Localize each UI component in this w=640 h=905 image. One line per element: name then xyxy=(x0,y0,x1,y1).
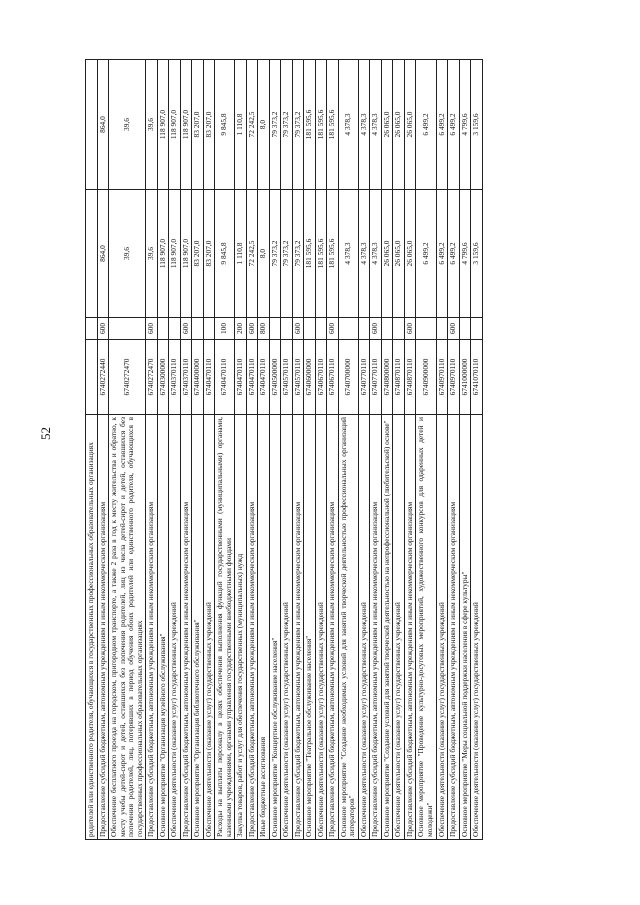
target-article-code: 6740400000 xyxy=(192,340,204,415)
row-name: Обеспечение деятельности (оказание услуг) государственных учреждений xyxy=(281,415,293,840)
expense-type-code xyxy=(338,318,358,340)
expense-type-code xyxy=(471,318,483,340)
amount-year-2: 26 065,0 xyxy=(404,60,416,190)
amount-year-2: 39,6 xyxy=(146,60,158,190)
amount-year-1: 6 499,2 xyxy=(448,190,460,318)
amount-year-1 xyxy=(86,190,98,318)
amount-year-2: 181 595,6 xyxy=(304,60,316,190)
target-article-code: 6740770110 xyxy=(358,340,370,415)
amount-year-2: 4 799,6 xyxy=(459,60,471,190)
amount-year-1: 118 907,0 xyxy=(180,190,192,318)
amount-year-2: 79 373,2 xyxy=(281,60,293,190)
amount-year-1: 83 207,0 xyxy=(192,190,204,318)
row-name: Обеспечение деятельности (оказание услуг) государственных учреждений xyxy=(471,415,483,840)
expense-type-code xyxy=(436,318,448,340)
table-row xyxy=(215,60,235,840)
row-name: Основное мероприятие "Проведение культурно-досуговых мероприятий, художественного конкурсов для одаренных детей и молодежи" xyxy=(416,415,436,840)
expense-type-code: 800 xyxy=(258,318,270,340)
expense-type-code xyxy=(358,318,370,340)
amount-year-2: 8,0 xyxy=(258,60,270,190)
row-name: Основное мероприятие "Организация музейного обслуживания" xyxy=(157,415,169,840)
target-article-code: 6741070110 xyxy=(471,340,483,415)
amount-year-1: 39,6 xyxy=(146,190,158,318)
amount-year-1: 79 373,2 xyxy=(281,190,293,318)
row-name: Обеспечение деятельности (оказание услуг) государственных учреждений xyxy=(203,415,215,840)
row-name: Предоставление субсидий бюджетным, автономным учреждениям и иным некоммерческим организациям xyxy=(146,415,158,840)
target-article-code: 6741000000 xyxy=(459,340,471,415)
target-article-code: 6740500000 xyxy=(269,340,281,415)
table-row xyxy=(180,60,192,840)
row-name: Обеспечение бесплатного проезда на городском, пригородном транспорте, а также 2 раза в год к месту жительства и обратно, к месту учебы детей-сирот и детей, оставшихся без попечения родителей, лиц из числа детей-сирот и детей, оставшихся без попечения родителей, лиц, потерявших в период обучения обоих родителей или единственного родителя, обучающихся в государственных профессиональных образовательных организациях xyxy=(109,415,146,840)
row-name: Обеспечение деятельности (оказание услуг) государственных учреждений xyxy=(393,415,405,840)
expense-type-code: 600 xyxy=(146,318,158,340)
amount-year-2: 181 595,6 xyxy=(315,60,327,190)
row-name: Обеспечение деятельности (оказание услуг) государственных учреждений xyxy=(169,415,181,840)
row-name: Основное мероприятие "Концертное обслуживание населения" xyxy=(269,415,281,840)
row-name: Закупка товаров, работ и услуг для обеспечения государственных (муниципальных) нужд xyxy=(235,415,247,840)
target-article-code xyxy=(86,340,98,415)
expense-type-code xyxy=(315,318,327,340)
amount-year-2: 1 110,8 xyxy=(235,60,247,190)
amount-year-1: 26 065,0 xyxy=(393,190,405,318)
row-name: Предоставление субсидий бюджетным, автономным учреждениям и иным некоммерческим организациям xyxy=(246,415,258,840)
amount-year-2: 72 242,5 xyxy=(246,60,258,190)
table-row xyxy=(235,60,247,840)
amount-year-2: 6 499,2 xyxy=(448,60,460,190)
amount-year-1: 26 065,0 xyxy=(404,190,416,318)
target-article-code: 6740870110 xyxy=(393,340,405,415)
table-row xyxy=(327,60,339,840)
row-name: Предоставление субсидий бюджетным, автономным учреждениям и иным некоммерческим организациям xyxy=(448,415,460,840)
amount-year-1: 4 799,6 xyxy=(459,190,471,318)
row-name: Основное мероприятие "Организация библиотечного обслуживания" xyxy=(192,415,204,840)
target-article-code: 6740670110 xyxy=(327,340,339,415)
expense-type-code xyxy=(459,318,471,340)
target-article-code: 6740470110 xyxy=(203,340,215,415)
expense-type-code: 600 xyxy=(404,318,416,340)
target-article-code: 6740370110 xyxy=(180,340,192,415)
table-row xyxy=(358,60,370,840)
expense-type-code xyxy=(109,318,146,340)
expense-type-code xyxy=(381,318,393,340)
page-number: 52 xyxy=(38,427,53,440)
expense-type-code: 100 xyxy=(215,318,235,340)
amount-year-1: 83 207,0 xyxy=(203,190,215,318)
expense-type-code xyxy=(86,318,98,340)
budget-table-body xyxy=(86,60,483,840)
amount-year-1: 181 595,6 xyxy=(315,190,327,318)
amount-year-1: 6 499,2 xyxy=(416,190,436,318)
amount-year-1: 39,6 xyxy=(109,190,146,318)
expense-type-code xyxy=(203,318,215,340)
table-row xyxy=(338,60,358,840)
expense-type-code xyxy=(157,318,169,340)
target-article-code: 6740370110 xyxy=(169,340,181,415)
target-article-code: 6740272470 xyxy=(146,340,158,415)
row-name: Основное мероприятие "Создание необходимых условий для занятий творческой деятельностью профессиональных организаций литераторов" xyxy=(338,415,358,840)
amount-year-2: 79 373,2 xyxy=(292,60,304,190)
expense-type-code xyxy=(192,318,204,340)
amount-year-2: 118 907,0 xyxy=(169,60,181,190)
table-row xyxy=(292,60,304,840)
table-row xyxy=(269,60,281,840)
amount-year-1: 4 378,3 xyxy=(370,190,382,318)
target-article-code: 6740470110 xyxy=(235,340,247,415)
target-article-code: 6740470110 xyxy=(246,340,258,415)
table-row xyxy=(157,60,169,840)
target-article-code: 6740570110 xyxy=(292,340,304,415)
table-row xyxy=(448,60,460,840)
table-row xyxy=(304,60,316,840)
expense-type-code: 600 xyxy=(292,318,304,340)
table-row xyxy=(315,60,327,840)
table-row xyxy=(203,60,215,840)
amount-year-1: 4 378,3 xyxy=(358,190,370,318)
amount-year-2: 4 378,3 xyxy=(338,60,358,190)
expense-type-code: 600 xyxy=(246,318,258,340)
amount-year-2: 9 845,8 xyxy=(215,60,235,190)
table-row xyxy=(109,60,146,840)
table-row xyxy=(169,60,181,840)
amount-year-2: 118 907,0 xyxy=(157,60,169,190)
table-row xyxy=(471,60,483,840)
budget-table xyxy=(85,59,483,840)
expense-type-code xyxy=(393,318,405,340)
row-name: Предоставление субсидий бюджетным, автономным учреждениям и иным некоммерческим организациям xyxy=(97,415,109,840)
amount-year-2: 3 159,6 xyxy=(471,60,483,190)
target-article-code: 6740570110 xyxy=(281,340,293,415)
expense-type-code xyxy=(281,318,293,340)
expense-type-code: 600 xyxy=(327,318,339,340)
amount-year-2: 83 207,0 xyxy=(203,60,215,190)
expense-type-code: 200 xyxy=(235,318,247,340)
target-article-code: 6740970110 xyxy=(436,340,448,415)
table-row xyxy=(246,60,258,840)
amount-year-1: 181 595,6 xyxy=(327,190,339,318)
target-article-code: 6740470110 xyxy=(258,340,270,415)
target-article-code: 6740300000 xyxy=(157,340,169,415)
amount-year-2: 4 378,3 xyxy=(358,60,370,190)
table-row xyxy=(97,60,109,840)
amount-year-1: 8,0 xyxy=(258,190,270,318)
row-name: Предоставление субсидий бюджетным, автономным учреждениям и иным некоммерческим организациям xyxy=(404,415,416,840)
expense-type-code: 600 xyxy=(370,318,382,340)
table-row xyxy=(370,60,382,840)
target-article-code: 6740600000 xyxy=(304,340,316,415)
target-article-code: 6740770110 xyxy=(370,340,382,415)
row-name: Расходы на выплаты персоналу в целях обеспечения выполнения функций государственными (муниципальными) органами, казенными учреждениями, органами управления государственными внебюджетными фондами xyxy=(215,415,235,840)
table-row xyxy=(258,60,270,840)
row-name: Предоставление субсидий бюджетным, автономным учреждениям и иным некоммерческим организациям xyxy=(292,415,304,840)
amount-year-2: 864,0 xyxy=(97,60,109,190)
row-name: Основное мероприятие "Театральное обслуживание населения" xyxy=(304,415,316,840)
row-name: Обеспечение деятельности (оказание услуг) государственных учреждений xyxy=(358,415,370,840)
table-row xyxy=(416,60,436,840)
target-article-code: 6740470110 xyxy=(215,340,235,415)
amount-year-2: 118 907,0 xyxy=(180,60,192,190)
row-name: Обеспечение деятельности (оказание услуг) государственных учреждений xyxy=(436,415,448,840)
budget-table-container xyxy=(85,60,585,840)
amount-year-1: 79 373,2 xyxy=(292,190,304,318)
target-article-code: 6740800000 xyxy=(381,340,393,415)
target-article-code: 6740272470 xyxy=(109,340,146,415)
target-article-code: 6740970110 xyxy=(448,340,460,415)
amount-year-2: 181 595,6 xyxy=(327,60,339,190)
amount-year-2: 39,6 xyxy=(109,60,146,190)
row-name: Обеспечение деятельности (оказание услуг) государственных учреждений xyxy=(315,415,327,840)
target-article-code: 6740700000 xyxy=(338,340,358,415)
amount-year-2: 26 065,0 xyxy=(393,60,405,190)
amount-year-1: 4 378,3 xyxy=(338,190,358,318)
expense-type-code xyxy=(304,318,316,340)
expense-type-code: 600 xyxy=(180,318,192,340)
table-row xyxy=(86,60,98,840)
row-name: Предоставление субсидий бюджетным, автономным учреждениям и иным некоммерческим организациям xyxy=(180,415,192,840)
row-name: Предоставление субсидий бюджетным, автономным учреждениям и иным некоммерческим организациям xyxy=(327,415,339,840)
expense-type-code: 600 xyxy=(448,318,460,340)
amount-year-2: 6 499,2 xyxy=(416,60,436,190)
amount-year-1: 118 907,0 xyxy=(157,190,169,318)
amount-year-1: 181 595,6 xyxy=(304,190,316,318)
table-row xyxy=(436,60,448,840)
target-article-code: 6740900000 xyxy=(416,340,436,415)
amount-year-2: 4 378,3 xyxy=(370,60,382,190)
table-row xyxy=(146,60,158,840)
amount-year-1: 79 373,2 xyxy=(269,190,281,318)
row-name: родителей или единственного родителя, обучающихся в государственных профессиональных образовательных организациях xyxy=(86,415,98,840)
expense-type-code xyxy=(416,318,436,340)
expense-type-code: 600 xyxy=(97,318,109,340)
target-article-code: 6740670110 xyxy=(315,340,327,415)
table-row xyxy=(404,60,416,840)
amount-year-1: 864,0 xyxy=(97,190,109,318)
amount-year-1: 1 110,8 xyxy=(235,190,247,318)
amount-year-1: 118 907,0 xyxy=(169,190,181,318)
amount-year-2 xyxy=(86,60,98,190)
table-row xyxy=(281,60,293,840)
table-row xyxy=(393,60,405,840)
amount-year-2: 79 373,2 xyxy=(269,60,281,190)
amount-year-1: 9 845,8 xyxy=(215,190,235,318)
row-name: Предоставление субсидий бюджетным, автономным учреждениям и иным некоммерческим организациям xyxy=(370,415,382,840)
amount-year-1: 3 159,6 xyxy=(471,190,483,318)
amount-year-1: 6 499,2 xyxy=(436,190,448,318)
amount-year-2: 83 207,0 xyxy=(192,60,204,190)
table-row xyxy=(459,60,471,840)
amount-year-1: 26 065,0 xyxy=(381,190,393,318)
row-name: Основное мероприятие "Меры социальной поддержки населения в сфере культуры" xyxy=(459,415,471,840)
target-article-code: 6740870110 xyxy=(404,340,416,415)
expense-type-code xyxy=(269,318,281,340)
amount-year-1: 72 242,5 xyxy=(246,190,258,318)
table-row xyxy=(381,60,393,840)
table-row xyxy=(192,60,204,840)
row-name: Основное мероприятие "Создание условий для занятий творческой деятельностью на непрофессиональной (любительской) основе" xyxy=(381,415,393,840)
amount-year-2: 26 065,0 xyxy=(381,60,393,190)
target-article-code: 6740272440 xyxy=(97,340,109,415)
amount-year-2: 6 499,2 xyxy=(436,60,448,190)
expense-type-code xyxy=(169,318,181,340)
row-name: Иные бюджетные ассигнования xyxy=(258,415,270,840)
